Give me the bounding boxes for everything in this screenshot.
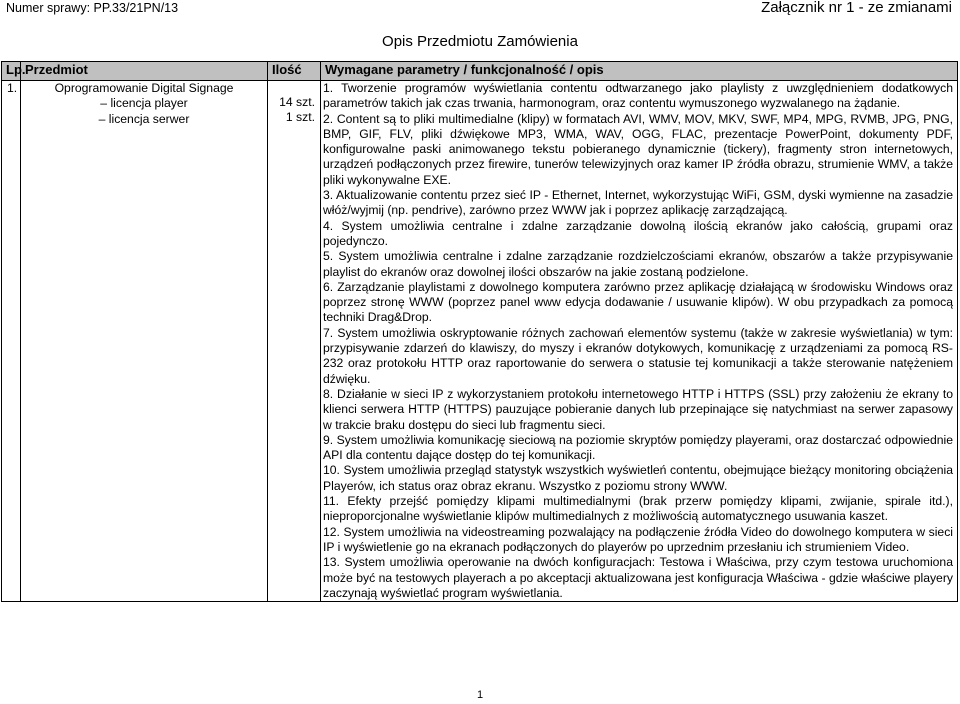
quantity-player: 14 szt. xyxy=(279,95,315,109)
requirements-cell xyxy=(321,81,958,602)
column-header-quantity: Ilość xyxy=(268,62,321,81)
requirement-3: 3. Aktualizowanie contentu przez sieć IP - Ethernet, Internet, wykorzystując WiFi, GSM, dyski wymienne na zasadzie włóż/wyjmij (np. pendrive), zarówno przez WWW jak i poprzez aplikację zarządzającą. xyxy=(323,188,953,218)
requirement-8: 8. Działanie w sieci IP z wykorzystaniem protokołu internetowego HTTP i HTTPS (SSL) przy założeniu że ekrany to klienci serwera HTTP (HTTPS) pauzujące pobieranie danych lub przepinające się natychmiast na serwer zapasowy w trakcie braku dostępu do sieci lub fragmentu sieci. xyxy=(323,386,953,432)
row-number: 1. xyxy=(2,81,21,602)
requirement-11: 11. Efekty przejść pomiędzy klipami multimedialnymi (brak przerw pomiędzy klipami, zwijanie, spirale itd.), nieproporcjonalne wyświetlanie klipów multimedialnych z możliwością automatycznego usuwania kaszet. xyxy=(323,494,953,524)
case-number: Numer sprawy: PP.33/21PN/13 xyxy=(6,1,179,15)
item-name: Oprogramowanie Digital Signage xyxy=(54,81,234,95)
requirement-12: 12. System umożliwia na videostreaming pozwalający na podłączenie źródła Video do dowolnego komputera w sieci IP i wyświetlenie go na ekranach podłączonych do playerów po uprzednim przesłaniu ich strumieniem Video. xyxy=(323,524,953,554)
page-number: 1 xyxy=(476,689,484,701)
quantity-server: 1 szt. xyxy=(285,110,315,125)
table-row xyxy=(2,81,958,602)
requirement-4: 4. System umożliwia centralne i zdalne zarządzanie dowolną ilością ekranów jako całością, grupami oraz pojedynczo. xyxy=(323,218,953,248)
requirement-6: 6. Zarządzanie playlistami z dowolnego komputera zarówno przez aplikację działającą w środowisku Windows oraz poprzez stronę WWW (poprzez panel www edycja dodawanie / usuwanie klipów). W obu przypadkach za pomocą techniki Drag&Drop. xyxy=(323,279,953,325)
requirement-7: 7. System umożliwia oskryptowanie różnych zachowań elementów systemu (także w zakresie wyświetlania) w tym: przypisywanie zdarzeń do klawiszy, do myszy i ekranów dotykowych, komunikację z urządzeniami za pomocą RS-232 oraz protokołu HTTP oraz raportowanie do serwera o statusie tej komunikacji a także sterowanie natężeniem dźwięku. xyxy=(323,325,953,386)
quantity-cell xyxy=(268,81,321,602)
requirement-2: 2. Content są to pliki multimedialne (klipy) w formatach AVI, WMV, MOV, MKV, SWF, MP4, MPG, RVMB, JPG, PNG, BMP, GIF, FLV, pliki dźwiękowe MP3, WMA, WAV, OGG, FLAC, prezentacje PowerPoint, dokumenty PDF, konfigurowalne paski animowanego tekstu pobieranego dynamicznie (tickery), fragmenty stron internetowych, urządzeń podłączonych przez firewire, tunerów telewizyjnych oraz kamer IP źródła obrazu, strumienie WMV, a także pliki wykonywalne EXE. xyxy=(323,111,953,187)
specification-table xyxy=(1,61,958,602)
document-title: Opis Przedmiotu Zamówienia xyxy=(382,33,578,50)
attachment-label: Załącznik nr 1 - ze zmianami xyxy=(761,0,952,16)
item-cell xyxy=(21,81,268,602)
column-header-requirements: Wymagane parametry / funkcjonalność / opis xyxy=(321,62,958,81)
item-license-player: – licencja player xyxy=(100,96,188,111)
item-license-server: – licencja serwer xyxy=(98,111,190,126)
requirement-1: 1. Tworzenie programów wyświetlania contentu odtwarzanego jako playlisty z uwzględnieniem dodatkowych parametrów takich jak czas trwania, harmonogram, oraz contentu wymuszonego wyzwalanego na żądanie. xyxy=(323,81,953,111)
requirement-9: 9. System umożliwia komunikację sieciową na poziomie skryptów pomiędzy playerami, oraz dostarczać odpowiednie API dla contentu dające dostęp do tej komunikacji. xyxy=(323,432,953,463)
requirement-10: 10. System umożliwia przegląd statystyk wszystkich wyświetleń contentu, obejmujące bieżący monitoring obciążenia Playerów, ich status oraz obraz ekranu. Wszystko z poziomu strony WWW. xyxy=(323,463,953,493)
requirement-5: 5. System umożliwia centralne i zdalne zarządzanie rozdzielczościami ekranów, obszarów a także przypisywanie playlist do ekranów oraz dowolnej ilości obszarów na jakie zostaną podzielone. xyxy=(323,249,953,279)
column-header-lp: Lp. xyxy=(2,62,21,81)
column-header-item: Przedmiot xyxy=(21,62,268,81)
table-header-row xyxy=(2,62,958,81)
requirement-13: 13. System umożliwia operowanie na dwóch konfiguracjach: Testowa i Właściwa, przy czym testowa uruchomiona może być na testowych playerach a po akceptacji aktualizowana jest konfiguracja Właściwa - gdzie właściwe playery zaczynają wyświetlać program wyświetlania. xyxy=(323,555,953,600)
